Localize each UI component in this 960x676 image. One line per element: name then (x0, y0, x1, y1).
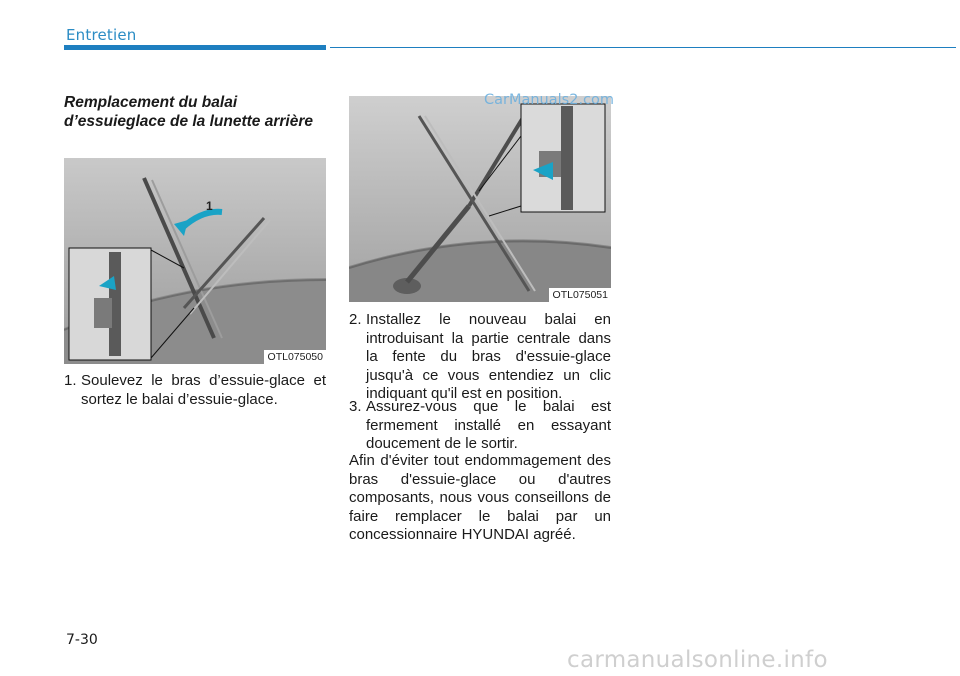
step-2 (349, 311, 611, 404)
step-1-number: 1. (64, 372, 77, 389)
watermark-top: CarManuals2.com (484, 92, 615, 108)
figure-wiper-lift (64, 158, 326, 364)
page-number: 7-30 (66, 632, 98, 648)
step-3 (349, 398, 611, 454)
figure2-code: OTL075051 (549, 288, 611, 302)
figure1-code: OTL075050 (264, 350, 326, 364)
header-rule-thin (330, 47, 956, 48)
wiper-install-illustration (349, 96, 611, 302)
header-rule-thick (64, 45, 326, 50)
section-title: Entretien (66, 26, 137, 44)
step-3-text: Assurez-vous que le balai est fermement installé en essayant doucement de le sortir. (366, 398, 611, 453)
step-1 (64, 372, 326, 409)
advice-paragraph: Afin d'éviter tout endommagement des bras d'essuie-glace ou d'autres composants, nous vous conseillons de faire remplacer le balai par un concessionnaire HYUNDAI agréé. (349, 452, 611, 544)
step-2-number: 2. (349, 311, 362, 328)
step-2-text: Installez le nouveau balai en introduisant la partie centrale dans la fente du bras d'essuie-glace jusqu'à ce vous entendiez un clic indiquant qu'il est en position. (366, 311, 611, 403)
step-1-text: Soulevez le bras d’essuie-glace et sortez le balai d’essuie-glace. (81, 372, 326, 408)
step-3-number: 3. (349, 398, 362, 415)
wiper-lift-illustration (64, 158, 326, 364)
watermark-bottom: carmanualsonline.info (567, 647, 828, 673)
subsection-title: Remplacement du balai d’essuieglace de la lunette arrière (64, 94, 313, 130)
figure1-arrow-label: 1 (206, 199, 213, 213)
figure-wiper-install (349, 96, 611, 302)
